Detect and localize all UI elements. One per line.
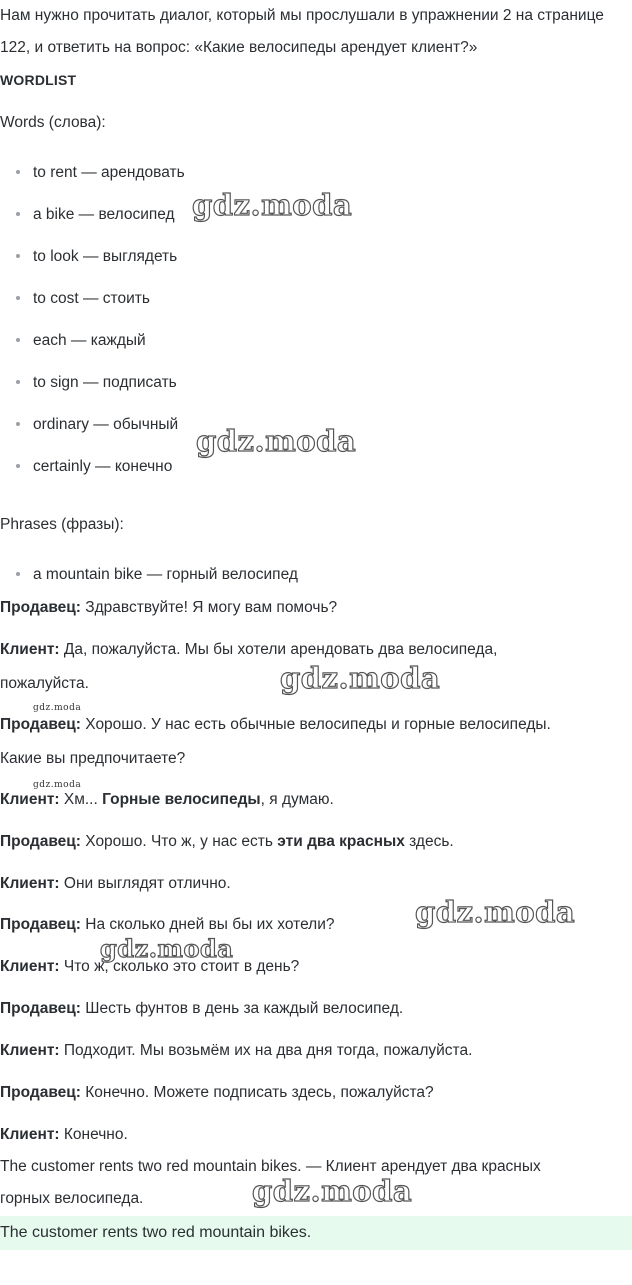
list-item: a mountain bike — горный велосипед [16, 566, 298, 584]
wordlist-heading: WORDLIST [0, 72, 77, 88]
dialogue-line: Продавец: Хорошо. Что ж, у нас есть эти два красных здесь. [0, 833, 454, 850]
watermark-logo: gdz.moda [252, 1174, 413, 1208]
dialogue-line: Клиент: Они выглядят отлично. [0, 875, 231, 892]
bullet-icon [16, 464, 20, 468]
watermark-logo: gdz.moda [100, 934, 234, 963]
list-item: to look — выглядеть [16, 248, 177, 266]
translation-line: The customer rents two red mountain bikes. — Клиент арендует два красных [0, 1158, 541, 1175]
watermark-logo: gdz.moda [415, 895, 576, 929]
dialogue-line: Продавец: На сколько дней вы бы их хотели? [0, 916, 335, 933]
list-item: certainly — конечно [16, 458, 172, 476]
bullet-icon [16, 296, 20, 300]
dialogue-line: Продавец: Хорошо. У нас есть обычные велосипеды и горные велосипеды. [0, 716, 551, 733]
list-item: a bike — велосипед [16, 206, 175, 224]
bullet-icon [16, 170, 20, 174]
dialogue-line: Клиент: Да, пожалуйста. Мы бы хотели арендовать два велосипеда, [0, 641, 498, 658]
dialogue-line: Клиент: Подходит. Мы возьмём их на два дня тогда, пожалуйста. [0, 1042, 473, 1059]
dialogue-line: Клиент: Хм... Горные велосипеды, я думаю. [0, 791, 334, 808]
phrases-label: Phrases (фразы): [0, 516, 124, 533]
intro-paragraph: Нам нужно прочитать диалог, который мы прослушали в упражнении 2 на странице 122, и ответить на вопрос: «Какие велосипеды арендует клиент?» [0, 7, 604, 56]
watermark-logo: gdz.moda [280, 661, 441, 695]
dialogue-line: Клиент: Конечно. [0, 1126, 128, 1143]
bullet-icon [16, 380, 20, 384]
list-item: ordinary — обычный [16, 416, 178, 434]
translation-line: горных велосипеда. [0, 1190, 144, 1207]
bullet-icon [16, 338, 20, 342]
watermark-logo: gdz.moda [33, 703, 82, 713]
answer-box: The customer rents two red mountain bikes. [0, 1216, 632, 1250]
watermark-logo: gdz.moda [192, 188, 353, 222]
dialogue-line: Продавец: Здравствуйте! Я могу вам помочь? [0, 599, 338, 616]
dialogue-line-continuation: пожалуйста. [0, 675, 89, 692]
list-item: each — каждый [16, 332, 146, 350]
dialogue-line: Продавец: Конечно. Можете подписать здесь, пожалуйста? [0, 1084, 434, 1101]
dialogue-line: Продавец: Шесть фунтов в день за каждый велосипед. [0, 1000, 404, 1017]
bullet-icon [16, 254, 20, 258]
bullet-icon [16, 212, 20, 216]
dialogue-line-continuation: Какие вы предпочитаете? [0, 750, 186, 767]
bullet-icon [16, 422, 20, 426]
watermark-logo: gdz.moda [33, 780, 82, 790]
bullet-icon [16, 572, 20, 576]
dialogue-line: Клиент: Что ж, сколько это стоит в день? [0, 958, 300, 975]
list-item: to rent — арендовать [16, 164, 185, 182]
watermark-logo: gdz.moda [196, 424, 357, 458]
words-label: Words (слова): [0, 114, 106, 131]
list-item: to sign — подписать [16, 374, 177, 392]
list-item: to cost — стоить [16, 290, 150, 308]
